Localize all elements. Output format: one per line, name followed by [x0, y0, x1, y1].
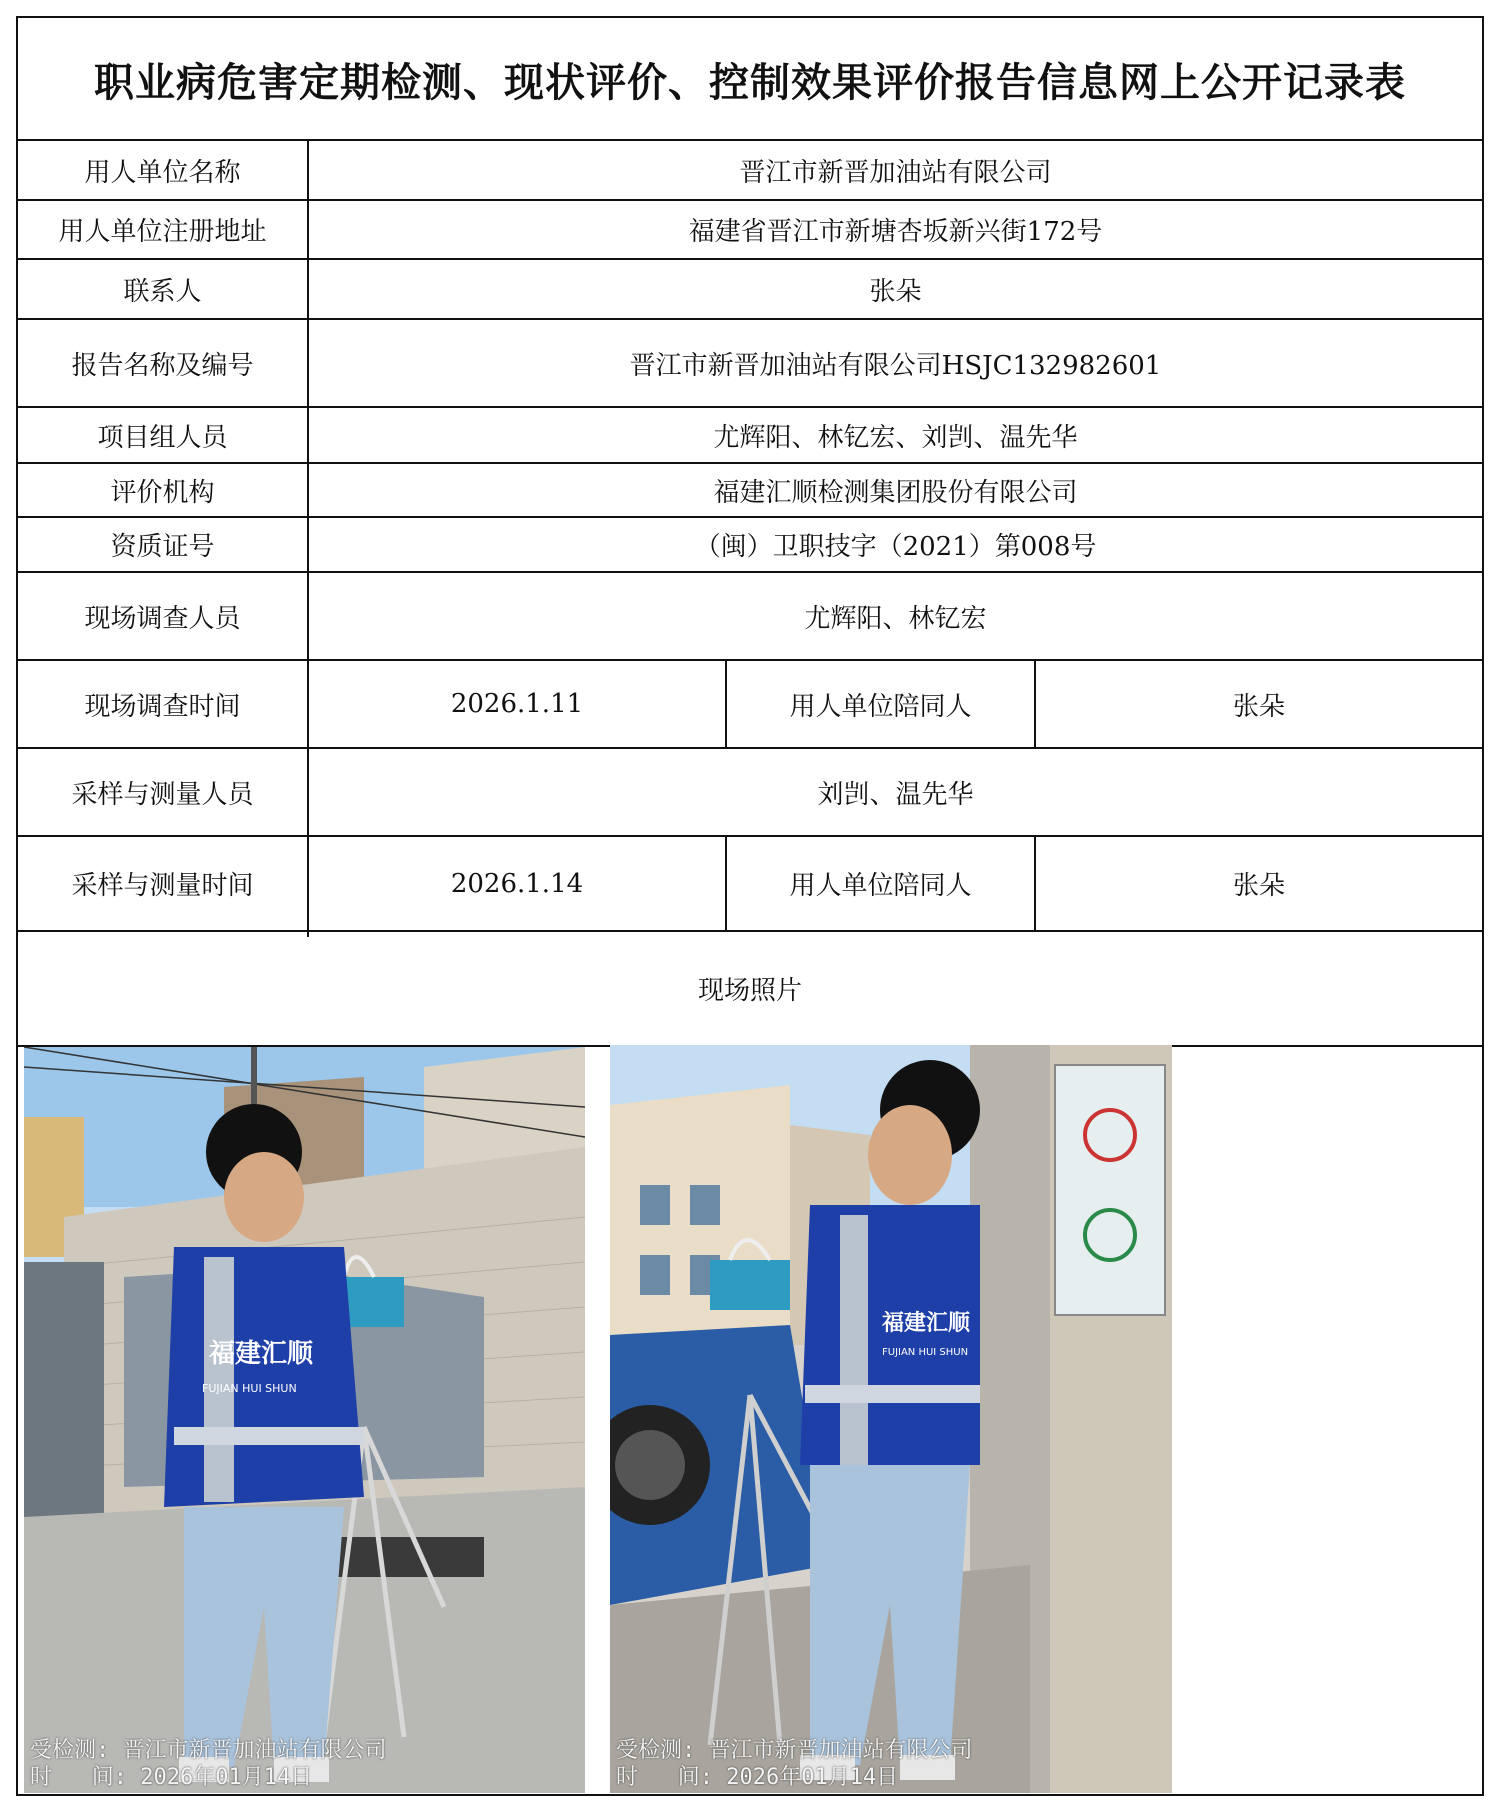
value-contact: 张朵: [869, 276, 922, 307]
value-survey-escort: 张朵: [1232, 691, 1285, 722]
page-title: 职业病危害定期检测、现状评价、控制效果评价报告信息网上公开记录表: [94, 58, 1406, 106]
label-survey-time: 现场调查时间: [84, 691, 241, 722]
photo-1-caption-line2: 时 间: 2026年01月14日: [30, 1765, 313, 1790]
vest-logo-sub-2: FUJIAN HUI SHUN: [882, 1347, 969, 1358]
photos-header: 现场照片: [697, 976, 802, 1006]
photo-2-caption-line2: 时 间: 2026年01月14日: [616, 1765, 899, 1790]
value-registered-address: 福建省晋江市新塘杏坂新兴街172号: [688, 217, 1103, 247]
value-sampling-staff: 刘剀、温先华: [817, 779, 974, 810]
label-employer-name: 用人单位名称: [84, 157, 241, 188]
site-photo-1: [24, 1047, 585, 1793]
value-survey-staff: 尤辉阳、林钇宏: [804, 603, 987, 634]
photo-1-caption-line1: 受检测: 晋江市新晋加油站有限公司: [30, 1738, 387, 1763]
label-report-name: 报告名称及编号: [71, 350, 254, 381]
value-employer-name: 晋江市新晋加油站有限公司: [739, 157, 1052, 188]
label-registered-address: 用人单位注册地址: [58, 217, 267, 247]
label-sampling-escort: 用人单位陪同人: [789, 871, 972, 901]
photo-2-scene: [610, 1045, 1172, 1793]
photo-1-scene: [24, 1047, 585, 1793]
label-project-team: 项目组人员: [97, 422, 228, 453]
label-survey-escort: 用人单位陪同人: [789, 691, 972, 722]
label-sampling-staff: 采样与测量人员: [71, 779, 254, 810]
value-certificate-no: （闽）卫职技字（2021）第008号: [694, 532, 1097, 562]
label-survey-staff: 现场调查人员: [84, 603, 241, 634]
site-photo-2: [610, 1045, 1172, 1793]
label-certificate-no: 资质证号: [110, 532, 215, 562]
value-report-name: 晋江市新晋加油站有限公司HSJC132982601: [629, 350, 1162, 381]
value-sampling-escort: 张朵: [1232, 871, 1285, 901]
value-sampling-time: 2026.1.14: [450, 868, 584, 899]
photo-1-caption: [30, 1737, 387, 1791]
label-contact: 联系人: [123, 276, 202, 307]
value-project-team: 尤辉阳、林钇宏、刘剀、温先华: [713, 422, 1078, 453]
label-sampling-time: 采样与测量时间: [71, 871, 254, 901]
vest-logo-text-1: 福建汇顺: [209, 1339, 314, 1369]
vest-logo-text-2: 福建汇顺: [882, 1311, 971, 1336]
value-evaluation-agency: 福建汇顺检测集团股份有限公司: [713, 477, 1078, 508]
value-survey-time: 2026.1.11: [450, 689, 584, 719]
photo-2-caption: [616, 1737, 973, 1791]
label-evaluation-agency: 评价机构: [110, 477, 215, 508]
vest-logo-sub-1: FUJIAN HUI SHUN: [202, 1382, 297, 1395]
photo-2-caption-line1: 受检测: 晋江市新晋加油站有限公司: [616, 1738, 973, 1763]
